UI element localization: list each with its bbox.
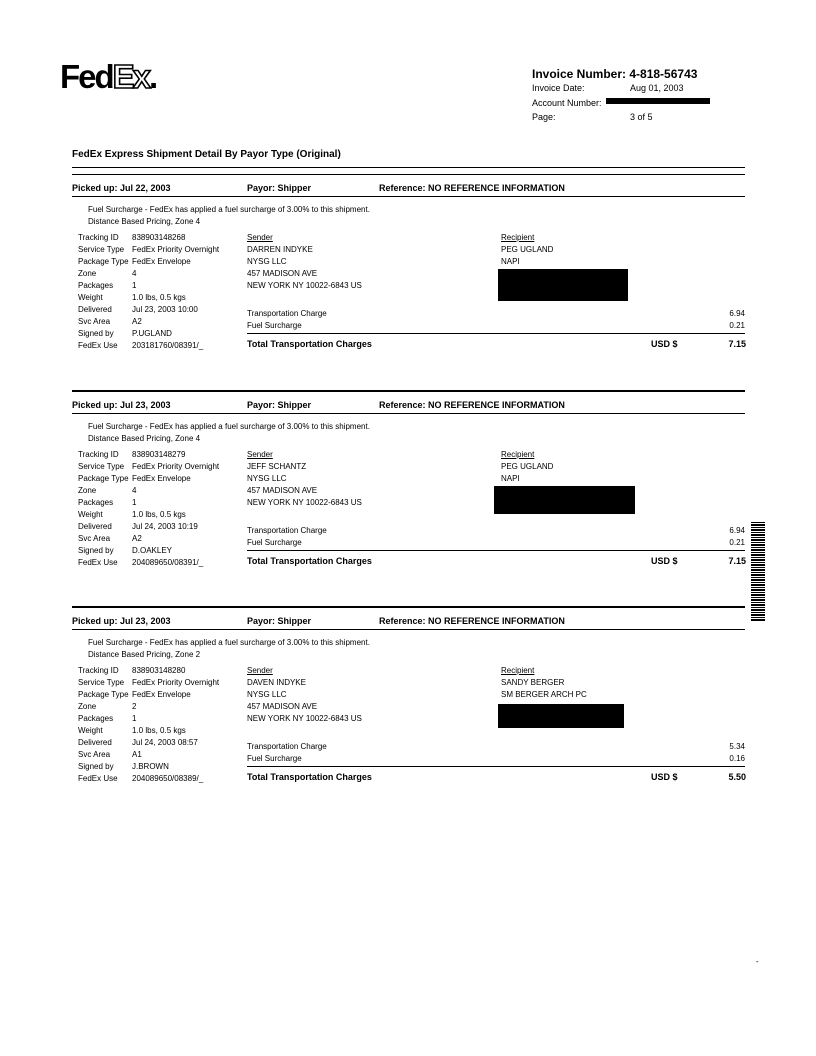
signed-by-value: D.OAKLEY xyxy=(132,546,173,555)
payor-type: Payor: Shipper xyxy=(247,616,312,626)
sender-line: NYSG LLC xyxy=(247,257,287,266)
tracking-label: Tracking ID xyxy=(78,666,119,675)
fuel-surcharge-amount: 0.16 xyxy=(729,754,745,763)
service-type: FedEx Priority Overnight xyxy=(132,678,220,687)
page-value: 3 of 5 xyxy=(630,112,653,122)
invoice-date-value: Aug 01, 2003 xyxy=(630,83,684,93)
transport-charge-label: Transportation Charge xyxy=(247,309,327,318)
zone-label: Zone xyxy=(78,269,97,278)
weight-label: Weight xyxy=(78,726,103,735)
shipment-top-rule xyxy=(72,174,745,175)
packages-value: 1 xyxy=(132,714,137,723)
service-type: FedEx Priority Overnight xyxy=(132,245,220,254)
package-label: Package Type xyxy=(78,257,129,266)
fuel-surcharge-amount: 0.21 xyxy=(729,538,745,547)
sender-line: JEFF SCHANTZ xyxy=(247,462,307,471)
signed-by-value: J.BROWN xyxy=(132,762,169,771)
zone-value: 2 xyxy=(132,702,137,711)
delivered-value: Jul 24, 2003 10:19 xyxy=(132,522,198,531)
package-type: FedEx Envelope xyxy=(132,257,191,266)
currency-label: USD $ xyxy=(651,772,678,782)
transport-charge-label: Transportation Charge xyxy=(247,526,327,535)
sender-heading: Sender xyxy=(247,233,273,242)
logo-ex-text: Ex xyxy=(112,58,150,95)
package-type: FedEx Envelope xyxy=(132,474,191,483)
fedex-use-label: FedEx Use xyxy=(78,341,118,350)
sender-line: NEW YORK NY 10022-6843 US xyxy=(247,498,362,507)
svc-area-value: A2 xyxy=(132,317,142,326)
svc-area-label: Svc Area xyxy=(78,534,111,543)
total-rule xyxy=(247,333,745,334)
reference: Reference: NO REFERENCE INFORMATION xyxy=(379,400,565,410)
fedex-use-value: 204089650/08391/_ xyxy=(132,558,204,567)
package-label: Package Type xyxy=(78,474,129,483)
reference: Reference: NO REFERENCE INFORMATION xyxy=(379,616,565,626)
recipient-heading: Recipient xyxy=(501,450,535,459)
picked-up-date: Picked up: Jul 22, 2003 xyxy=(72,183,171,193)
sender-line: 457 MADISON AVE xyxy=(247,269,318,278)
barcode xyxy=(751,522,765,622)
footer-mark: - xyxy=(756,957,759,966)
signed-by-label: Signed by xyxy=(78,762,114,771)
transport-charge-amount: 6.94 xyxy=(729,526,745,535)
currency-label: USD $ xyxy=(651,339,678,349)
tracking-id: 838903148280 xyxy=(132,666,186,675)
pricing-note: Distance Based Pricing, Zone 2 xyxy=(88,650,201,659)
reference: Reference: NO REFERENCE INFORMATION xyxy=(379,183,565,193)
fedex-use-value: 203181760/08391/_ xyxy=(132,341,204,350)
sender-line: DAVEN INDYKE xyxy=(247,678,306,687)
fuel-surcharge-label: Fuel Surcharge xyxy=(247,754,302,763)
recipient-heading: Recipient xyxy=(501,233,535,242)
packages-value: 1 xyxy=(132,281,137,290)
picked-up-date: Picked up: Jul 23, 2003 xyxy=(72,400,171,410)
total-charges-label: Total Transportation Charges xyxy=(247,772,372,782)
service-label: Service Type xyxy=(78,678,125,687)
sender-heading: Sender xyxy=(247,666,273,675)
sender-heading: Sender xyxy=(247,450,273,459)
zone-label: Zone xyxy=(78,702,97,711)
packages-label: Packages xyxy=(78,714,114,723)
payor-type: Payor: Shipper xyxy=(247,183,312,193)
transport-charge-amount: 6.94 xyxy=(729,309,745,318)
account-number-redaction xyxy=(606,98,710,104)
document-title: FedEx Express Shipment Detail By Payor Type (Original) xyxy=(72,149,341,160)
total-rule xyxy=(247,550,745,551)
section-divider xyxy=(72,606,745,608)
transport-charge-amount: 5.34 xyxy=(729,742,745,751)
tracking-id: 838903148268 xyxy=(132,233,186,242)
shipment-header-rule xyxy=(72,413,745,414)
fedex-use-label: FedEx Use xyxy=(78,558,118,567)
fuel-note: Fuel Surcharge - FedEx has applied a fuel surcharge of 3.00% to this shipment. xyxy=(88,422,370,431)
total-charges-label: Total Transportation Charges xyxy=(247,556,372,566)
weight-value: 1.0 lbs, 0.5 kgs xyxy=(132,293,186,302)
service-type: FedEx Priority Overnight xyxy=(132,462,220,471)
fuel-note: Fuel Surcharge - FedEx has applied a fuel surcharge of 3.00% to this shipment. xyxy=(88,205,370,214)
recipient-address-redaction xyxy=(498,704,624,728)
fuel-surcharge-label: Fuel Surcharge xyxy=(247,538,302,547)
zone-value: 4 xyxy=(132,486,137,495)
delivered-value: Jul 23, 2003 10:00 xyxy=(132,305,198,314)
signed-by-label: Signed by xyxy=(78,329,114,338)
zone-label: Zone xyxy=(78,486,97,495)
sender-line: NYSG LLC xyxy=(247,474,287,483)
sender-line: NEW YORK NY 10022-6843 US xyxy=(247,281,362,290)
fuel-surcharge-amount: 0.21 xyxy=(729,321,745,330)
pricing-note: Distance Based Pricing, Zone 4 xyxy=(88,217,201,226)
account-number-label: Account Number: xyxy=(532,98,602,108)
fedex-use-label: FedEx Use xyxy=(78,774,118,783)
recipient-address-redaction xyxy=(498,269,628,301)
delivered-label: Delivered xyxy=(78,305,112,314)
payor-type: Payor: Shipper xyxy=(247,400,312,410)
tracking-label: Tracking ID xyxy=(78,233,119,242)
service-label: Service Type xyxy=(78,462,125,471)
logo-fed-text: Fed xyxy=(60,58,113,95)
pricing-note: Distance Based Pricing, Zone 4 xyxy=(88,434,201,443)
service-label: Service Type xyxy=(78,245,125,254)
transport-charge-label: Transportation Charge xyxy=(247,742,327,751)
invoice-date-label: Invoice Date: xyxy=(532,83,585,93)
signed-by-value: P.UGLAND xyxy=(132,329,172,338)
recipient-line: NAPI xyxy=(501,474,520,483)
recipient-heading: Recipient xyxy=(501,666,535,675)
svc-area-label: Svc Area xyxy=(78,750,111,759)
fuel-note: Fuel Surcharge - FedEx has applied a fuel surcharge of 3.00% to this shipment. xyxy=(88,638,370,647)
zone-value: 4 xyxy=(132,269,137,278)
total-charges-amount: 7.15 xyxy=(728,339,746,349)
sender-line: 457 MADISON AVE xyxy=(247,486,318,495)
total-rule xyxy=(247,766,745,767)
fedex-use-value: 204089650/08389/_ xyxy=(132,774,204,783)
shipment-header-rule xyxy=(72,629,745,630)
fuel-surcharge-label: Fuel Surcharge xyxy=(247,321,302,330)
weight-label: Weight xyxy=(78,510,103,519)
packages-label: Packages xyxy=(78,281,114,290)
tracking-label: Tracking ID xyxy=(78,450,119,459)
tracking-id: 838903148279 xyxy=(132,450,186,459)
shipment-header-rule xyxy=(72,196,745,197)
svc-area-value: A1 xyxy=(132,750,142,759)
fedex-logo xyxy=(60,60,156,93)
recipient-address-redaction xyxy=(494,486,635,514)
currency-label: USD $ xyxy=(651,556,678,566)
delivered-value: Jul 24, 2003 08:57 xyxy=(132,738,198,747)
title-divider xyxy=(72,167,745,168)
packages-value: 1 xyxy=(132,498,137,507)
recipient-line: PEG UGLAND xyxy=(501,462,554,471)
recipient-line: PEG UGLAND xyxy=(501,245,554,254)
weight-value: 1.0 lbs, 0.5 kgs xyxy=(132,510,186,519)
signed-by-label: Signed by xyxy=(78,546,114,555)
total-charges-amount: 5.50 xyxy=(728,772,746,782)
sender-line: 457 MADISON AVE xyxy=(247,702,318,711)
sender-line: NYSG LLC xyxy=(247,690,287,699)
sender-line: NEW YORK NY 10022-6843 US xyxy=(247,714,362,723)
recipient-line: SM BERGER ARCH PC xyxy=(501,690,587,699)
delivered-label: Delivered xyxy=(78,738,112,747)
section-divider xyxy=(72,390,745,392)
svc-area-label: Svc Area xyxy=(78,317,111,326)
invoice-number: Invoice Number: 4-818-56743 xyxy=(532,67,698,81)
page-label: Page: xyxy=(532,112,556,122)
logo-dot: . xyxy=(149,58,157,95)
delivered-label: Delivered xyxy=(78,522,112,531)
packages-label: Packages xyxy=(78,498,114,507)
weight-value: 1.0 lbs, 0.5 kgs xyxy=(132,726,186,735)
picked-up-date: Picked up: Jul 23, 2003 xyxy=(72,616,171,626)
recipient-line: SANDY BERGER xyxy=(501,678,565,687)
weight-label: Weight xyxy=(78,293,103,302)
package-type: FedEx Envelope xyxy=(132,690,191,699)
total-charges-amount: 7.15 xyxy=(728,556,746,566)
package-label: Package Type xyxy=(78,690,129,699)
sender-line: DARREN INDYKE xyxy=(247,245,313,254)
total-charges-label: Total Transportation Charges xyxy=(247,339,372,349)
recipient-line: NAPI xyxy=(501,257,520,266)
svc-area-value: A2 xyxy=(132,534,142,543)
